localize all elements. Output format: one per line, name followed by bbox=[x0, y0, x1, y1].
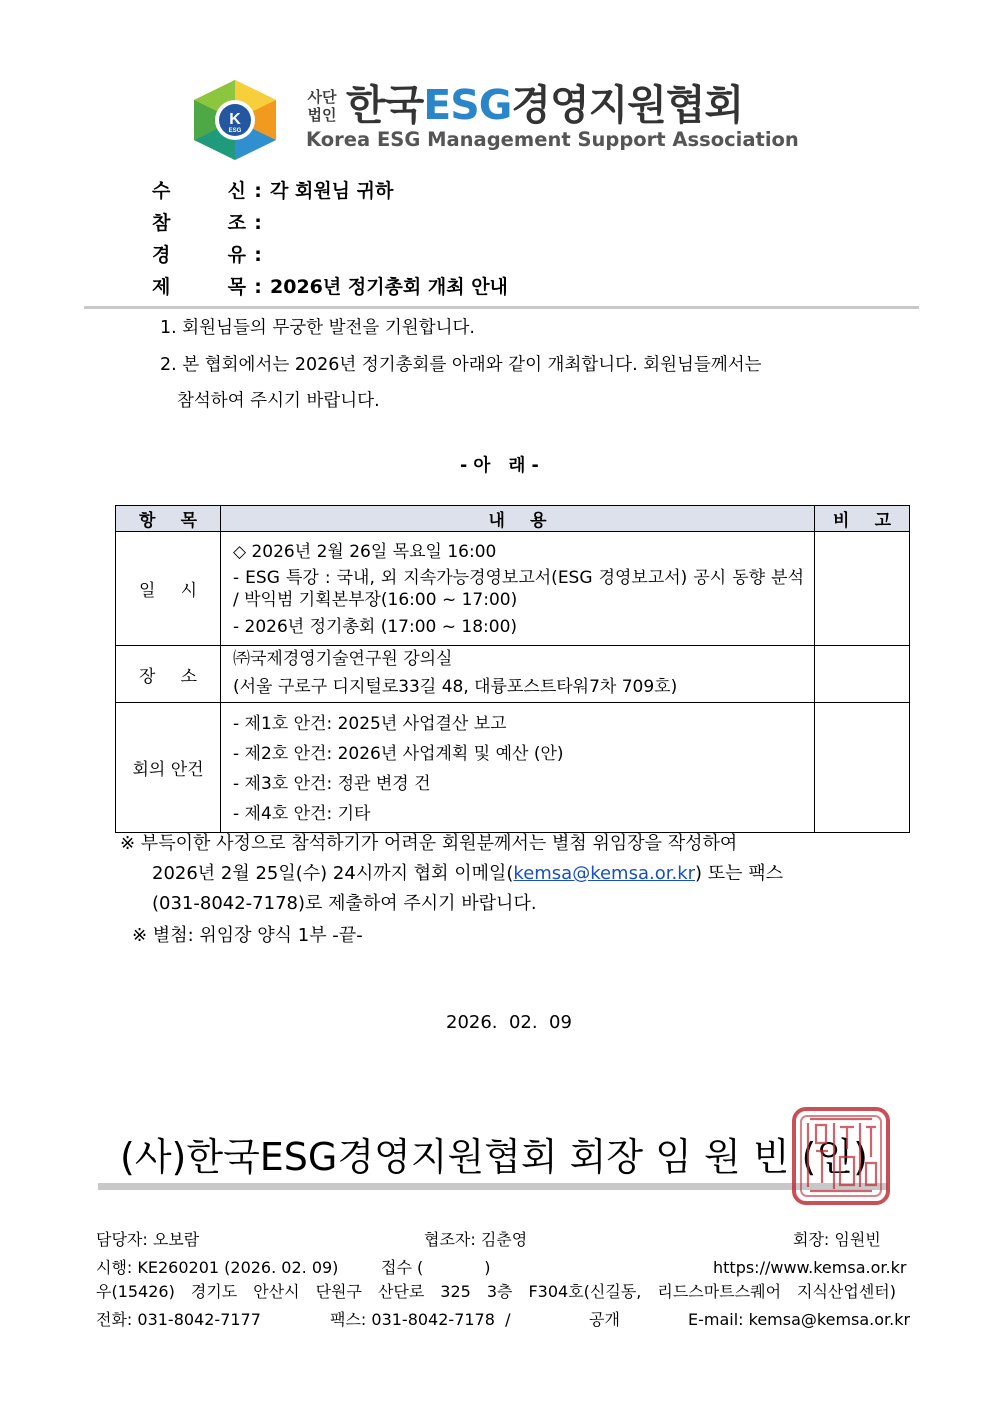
header-item: 항 목 bbox=[116, 506, 221, 532]
header-divider bbox=[84, 306, 919, 309]
meta-colon: : bbox=[254, 180, 262, 202]
place-line-2: (서울 구로구 디지털로33길 48, 대륭포스트타워7차 709호) bbox=[233, 676, 678, 697]
meta-label-via: 경 유 bbox=[152, 244, 246, 266]
footer-address: 우(15426) 경기도 안산시 단원구 산단로 325 3층 F304호(신길동, 리드스마트스퀘어 지식산업센터) bbox=[96, 1282, 896, 1301]
agenda-item-3: - 제3호 안건: 정관 변경 건 bbox=[233, 773, 431, 794]
note-line-2: 2026년 2월 25일(수) 24시까지 협회 이메일(kemsa@kemsa.or.kr) 또는 팩스 bbox=[152, 863, 784, 884]
document-date: 2026. 02. 09 bbox=[446, 1012, 572, 1033]
meta-recipient bbox=[152, 176, 393, 206]
row-label-place: 장 소 bbox=[116, 646, 221, 703]
row-content-datetime bbox=[221, 532, 815, 646]
table-row-datetime bbox=[116, 532, 910, 646]
agenda-item-1: - 제1호 안건: 2025년 사업결산 보고 bbox=[233, 713, 507, 734]
datetime-line-3: - 2026년 정기총회 (17:00 ~ 18:00) bbox=[233, 616, 518, 637]
row-remarks-datetime bbox=[815, 532, 910, 646]
footer-website[interactable]: https://www.kemsa.or.kr bbox=[713, 1258, 907, 1277]
footer-doc-number: 시행: KE260201 (2026. 02. 09) bbox=[96, 1258, 339, 1277]
footer-phone: 전화: 031-8042-7177 bbox=[96, 1310, 261, 1329]
note-line-3: (031-8042-7178)로 제출하여 주시기 바랍니다. bbox=[152, 893, 537, 914]
meta-colon: : bbox=[254, 212, 262, 234]
org-name-post: 경영지원협회 bbox=[511, 81, 744, 129]
meta-reference bbox=[152, 208, 270, 238]
association-logo bbox=[190, 78, 280, 162]
row-remarks-place bbox=[815, 646, 910, 703]
org-name-korean bbox=[346, 80, 743, 130]
official-seal-stamp bbox=[790, 1105, 892, 1207]
row-label-agenda: 회의 안건 bbox=[116, 703, 221, 833]
meta-value-subject: 2026년 정기총회 개최 안내 bbox=[270, 276, 508, 298]
row-label-datetime: 일 시 bbox=[116, 532, 221, 646]
footer-assistant: 협조자: 김춘영 bbox=[424, 1230, 528, 1249]
footer-fax: 팩스: 031-8042-7178 / bbox=[330, 1310, 511, 1329]
body-line-2: 2. 본 협회에서는 2026년 정기총회를 아래와 같이 개최합니다. 회원님들께서는 bbox=[160, 355, 762, 375]
attachment-note: ※ 별첨: 위임장 양식 1부 -끝- bbox=[132, 925, 363, 946]
row-content-place bbox=[221, 646, 815, 703]
meta-label-recipient: 수 신 bbox=[152, 180, 246, 202]
body-line-1: 1. 회원님들의 무궁한 발전을 기원합니다. bbox=[160, 318, 475, 338]
meta-via bbox=[152, 240, 270, 270]
org-kind-line2: 법인 bbox=[307, 106, 337, 124]
logo-sub: ESG bbox=[228, 128, 242, 134]
sender-underline bbox=[98, 1183, 888, 1190]
meta-value-recipient: 각 회원님 귀하 bbox=[270, 180, 394, 202]
table-row-place bbox=[116, 646, 910, 703]
datetime-line-1: ◇ 2026년 2월 26일 목요일 16:00 bbox=[233, 541, 497, 562]
email-link[interactable]: kemsa@kemsa.or.kr bbox=[513, 863, 696, 884]
meta-subject bbox=[152, 272, 508, 302]
below-heading: - 아 래 - bbox=[460, 456, 539, 476]
footer-receipt: 접수 ( ) bbox=[381, 1258, 491, 1277]
row-content-agenda bbox=[221, 703, 815, 833]
datetime-line-2: - ESG 특강 : 국내, 외 지속가능경영보고서(ESG 경영보고서) 공시 동향 분석 / 박익범 기획본부장(16:00 ~ 17:00) bbox=[233, 567, 804, 610]
header-content: 내 용 bbox=[221, 506, 815, 532]
org-name-english: Korea ESG Management Support Association bbox=[306, 128, 799, 151]
meta-colon: : bbox=[254, 276, 262, 298]
org-name-pre: 한국 bbox=[346, 81, 424, 129]
body-line-3: 참석하여 주시기 바랍니다. bbox=[177, 391, 380, 411]
agenda-table bbox=[115, 505, 910, 833]
table-row-agenda bbox=[116, 703, 910, 833]
sender-name: (사)한국ESG경영지원협회 회장 임 원 빈 (인) bbox=[120, 1135, 868, 1179]
footer-staff: 담당자: 오보람 bbox=[96, 1230, 200, 1249]
meta-label-subject: 제 목 bbox=[152, 276, 246, 298]
place-line-1: ㈜국제경영기술연구원 강의실 bbox=[233, 648, 453, 669]
org-kind-line1: 사단 bbox=[307, 88, 337, 106]
footer-president: 회장: 임원빈 bbox=[793, 1230, 881, 1249]
agenda-item-2: - 제2호 안건: 2026년 사업계획 및 예산 (안) bbox=[233, 743, 564, 764]
header-remarks: 비 고 bbox=[815, 506, 910, 532]
org-name-esg: ESG bbox=[423, 81, 512, 129]
row-remarks-agenda bbox=[815, 703, 910, 833]
footer-email[interactable]: E-mail: kemsa@kemsa.or.kr bbox=[688, 1310, 911, 1329]
meta-colon: : bbox=[254, 244, 262, 266]
footer-public: 공개 bbox=[589, 1310, 620, 1329]
agenda-item-4: - 제4호 안건: 기타 bbox=[233, 803, 371, 824]
org-kind bbox=[304, 88, 340, 124]
logo-letter: K bbox=[229, 111, 241, 128]
table-header-row bbox=[116, 506, 910, 532]
note-line-1: ※ 부득이한 사정으로 참석하기가 어려운 회원분께서는 별첨 위임장을 작성하여 bbox=[120, 833, 738, 854]
meta-label-reference: 참 조 bbox=[152, 212, 246, 234]
